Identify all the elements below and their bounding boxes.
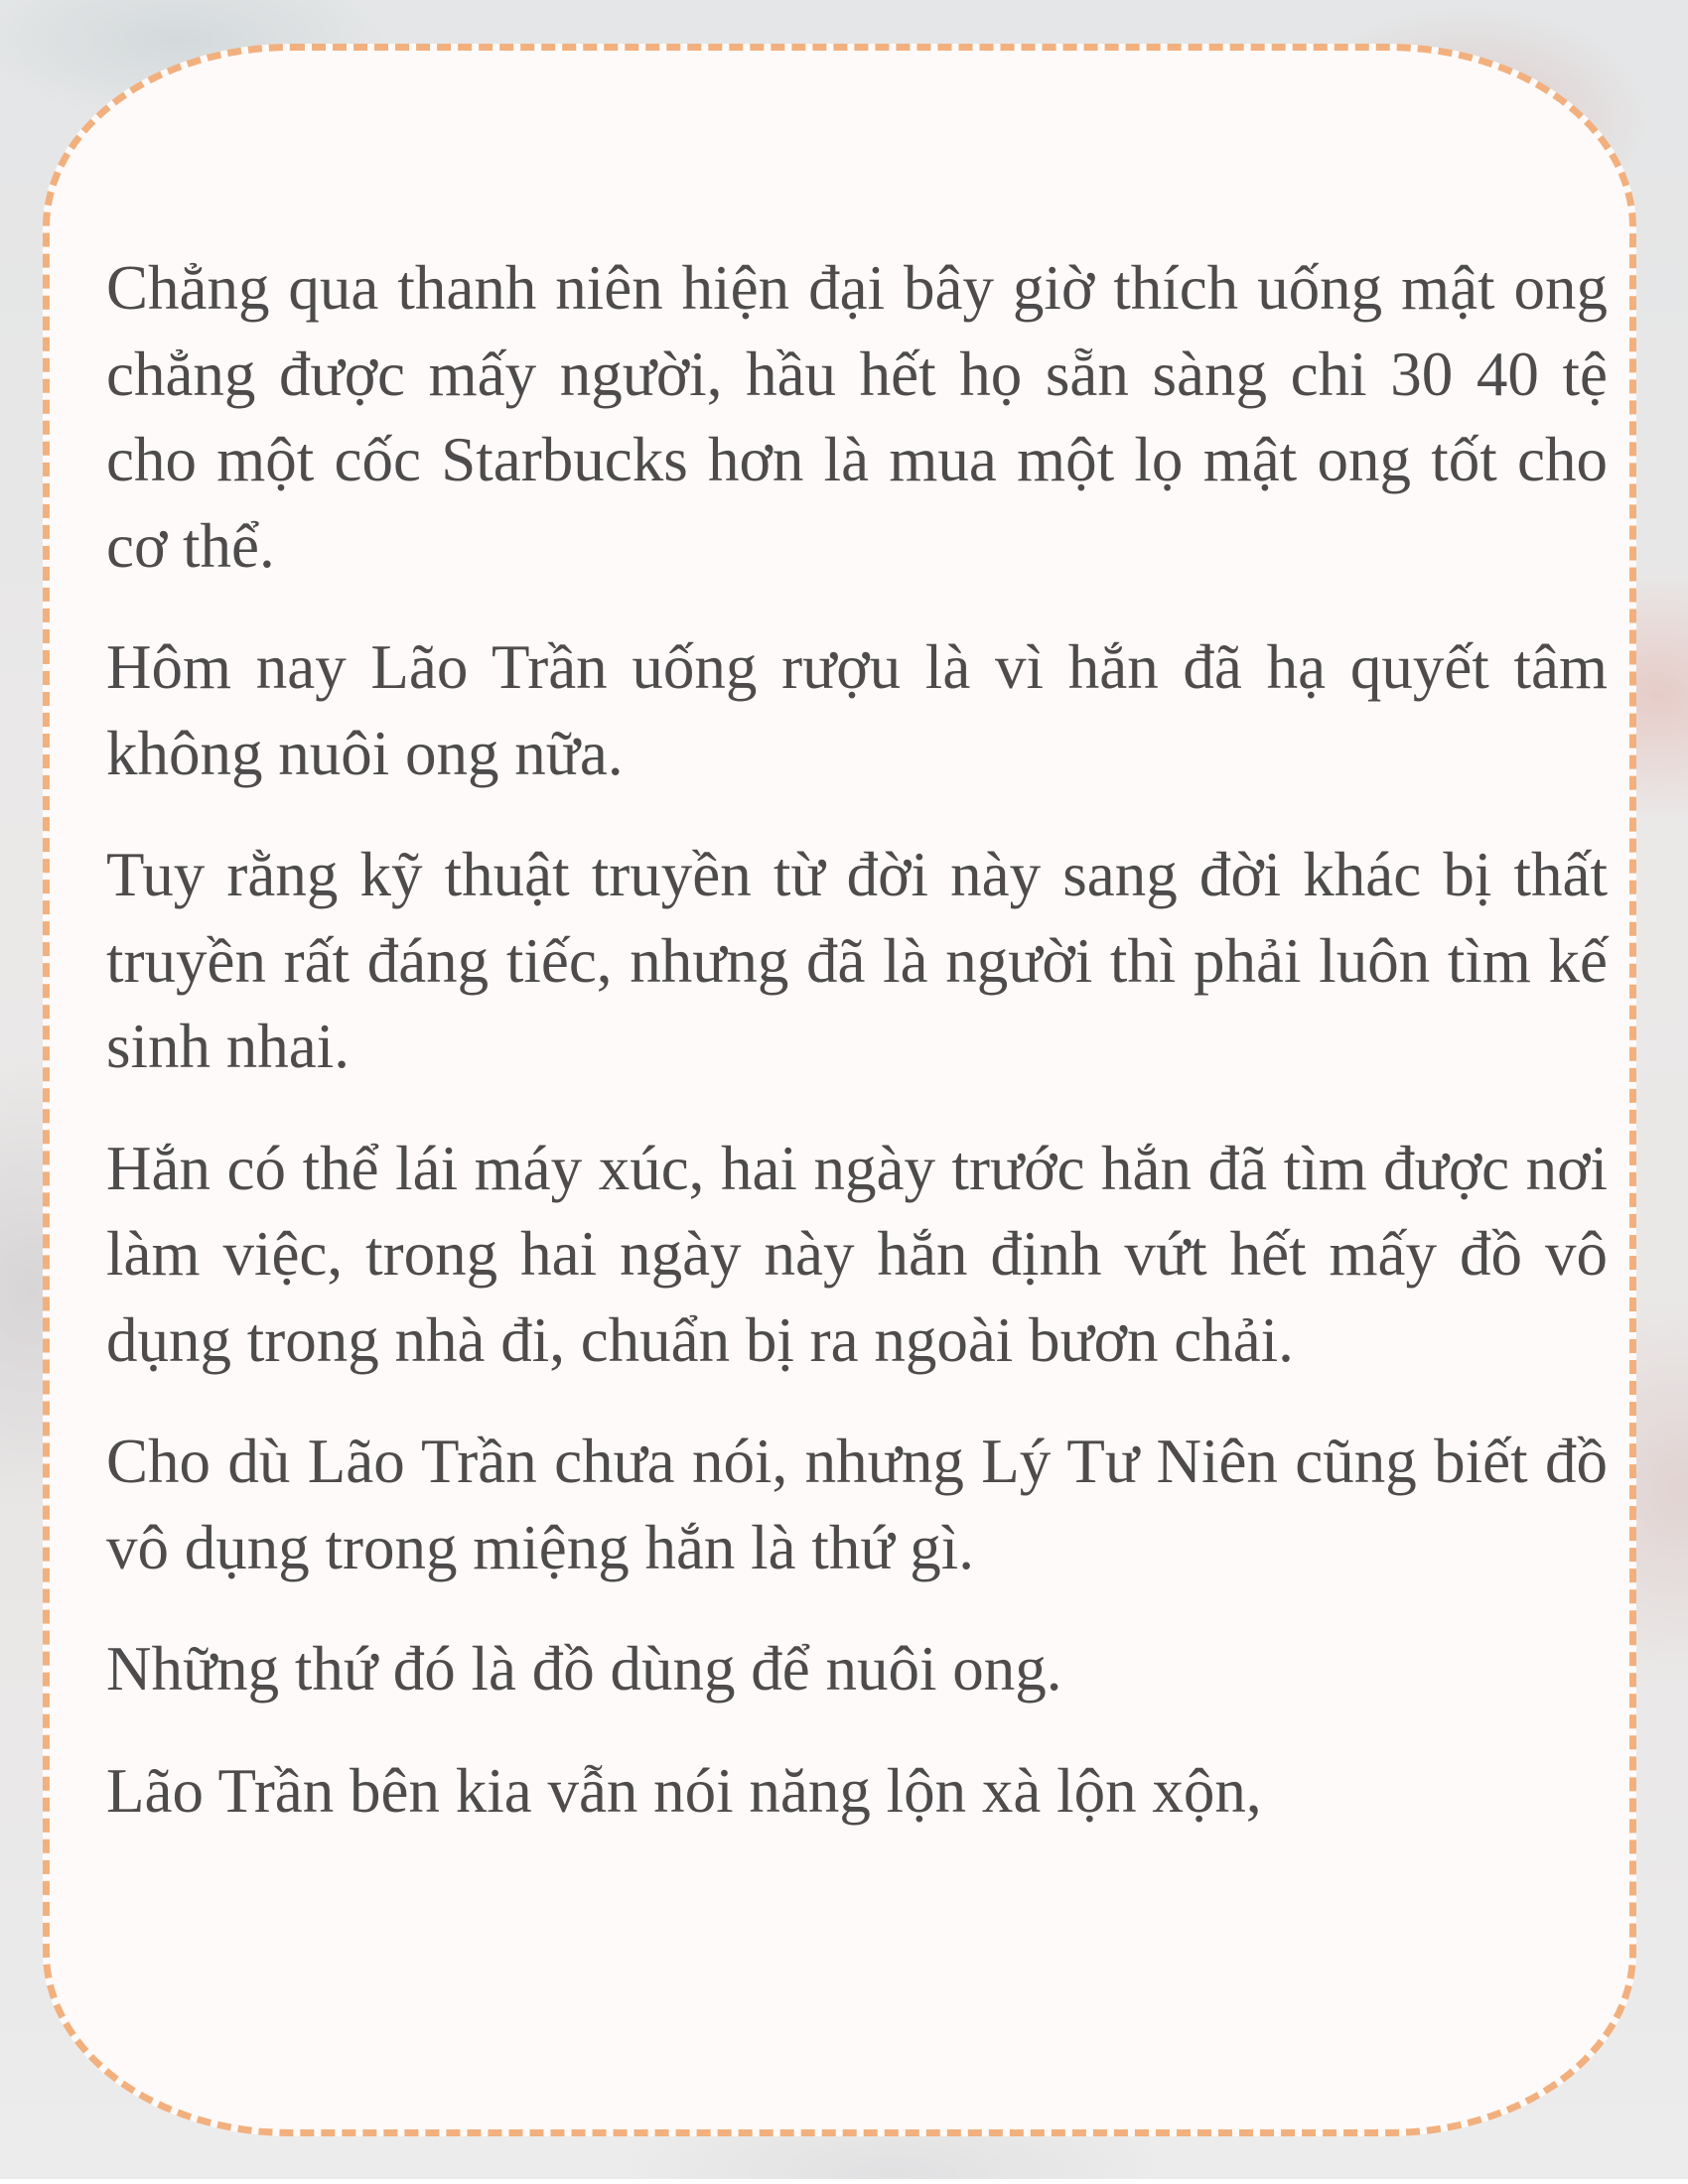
paragraph-7: Lão Trần bên kia vẫn nói năng lộn xà lộn xộn, <box>106 1755 1262 1826</box>
paragraph-6: Những thứ đó là đồ dùng để nuôi ong. <box>106 1634 1062 1704</box>
paragraph-4: Hắn có thể lái máy xúc, hai ngày trước hắn đã tìm được nơi làm việc, trong hai ngày này hắn định vứt hết mấy đồ vô dụng trong nhà đi, chuẩn bị ra ngoài bươn chải. <box>106 1133 1608 1375</box>
paragraph-3: Tuy rằng kỹ thuật truyền từ đời này sang đời khác bị thất truyền rất đáng tiếc, nhưng đã là người thì phải luôn tìm kế sinh nhai. <box>106 840 1608 1081</box>
story-text-body <box>106 245 1608 1869</box>
story-text-card <box>43 44 1636 2136</box>
paragraph-2: Hôm nay Lão Trần uống rượu là vì hắn đã hạ quyết tâm không nuôi ong nữa. <box>106 632 1608 788</box>
bottom-edge-strip <box>0 2179 1688 2184</box>
paragraph-5: Cho dù Lão Trần chưa nói, nhưng Lý Tư Niên cũng biết đồ vô dụng trong miệng hắn là thứ gì. <box>106 1427 1608 1582</box>
paragraph-1: Chẳng qua thanh niên hiện đại bây giờ thích uống mật ong chẳng được mấy người, hầu hết họ sẵn sàng chi 30 40 tệ cho một cốc Starbucks hơn là mua một lọ mật ong tốt cho cơ thể. <box>106 253 1608 581</box>
